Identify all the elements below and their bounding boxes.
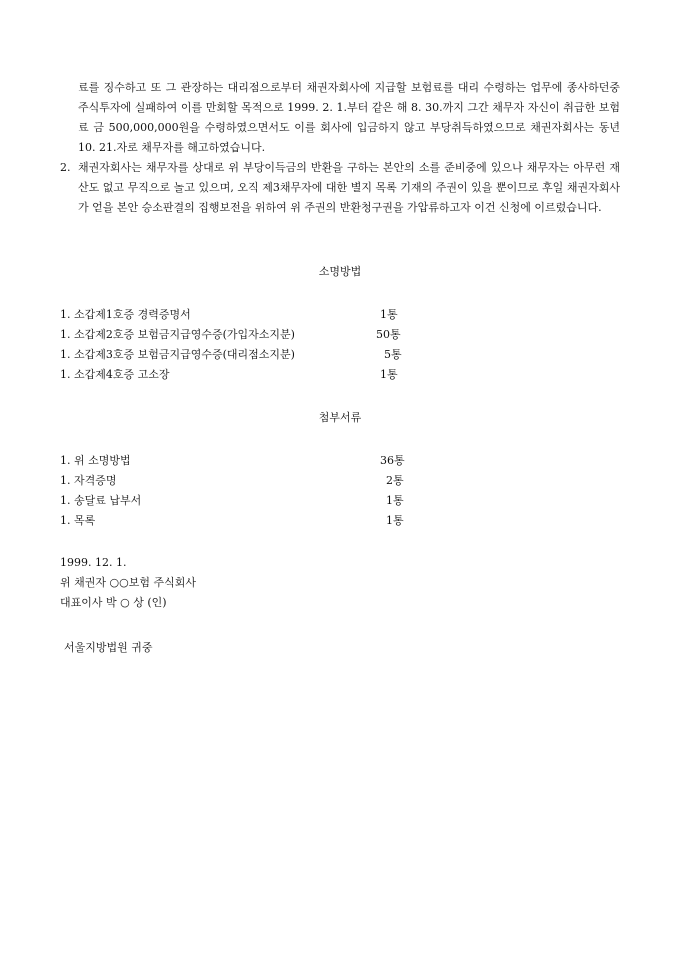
attachments-heading: 첨부서류 [318,411,362,424]
document-date: 1999. 12. 1. [60,556,127,569]
paragraph-2-text: 채권자회사는 채무자를 상대로 위 부당이득금의 반환을 구하는 본안의 소를 준비중에 있으나 채무자는 아무런 재산도 없고 무직으로 놀고 있으며, 오직 제3채무자에 대한 별지 목록 기재의 주권이 있을 뿐이므로 후일 채권자회사가 얻을 본안 승소판결의 집행보전을 위하여 위 주권의 반환청구권을 가압류하고자 이건 신청에 이르렀습니다. [78,161,620,214]
paragraph-2 [60,158,620,218]
attachment-item [60,451,420,471]
attachment-item-label: 1. 목록 [60,514,96,527]
court-addressee: 서울지방법원 귀중 [64,641,153,654]
representative-signature: 대표이사 박 ○ 상 (인) [60,596,167,609]
evidence-item [60,365,420,385]
attachment-item-label: 1. 자격증명 [60,474,117,487]
paragraph-2-number: 2. [60,161,71,174]
evidence-item [60,305,420,325]
evidence-item-label: 1. 소갑제1호증 경력증명서 [60,308,191,321]
evidence-item-label: 1. 소갑제3호증 보험금지급영수증(대리점소지분) [60,348,295,361]
attachment-item-count: 36통 [380,454,405,467]
evidence-item-count: 1통 [380,368,398,381]
evidence-item-label: 1. 소갑제2호증 보험금지급영수증(가입자소지분) [60,328,295,341]
evidence-item-count: 5통 [384,348,402,361]
attachment-item-label: 1. 송달료 납부서 [60,494,142,507]
attachment-item-count: 1통 [386,514,404,527]
evidence-item-count: 50통 [376,328,401,341]
evidence-item-label: 1. 소갑제4호증 고소장 [60,368,170,381]
creditor-name: 위 채권자 ○○보험 주식회사 [60,576,196,589]
paragraph-1 [60,78,620,158]
attachment-item [60,511,420,531]
evidence-list [60,305,420,385]
evidence-heading: 소명방법 [318,265,362,278]
attachments-list [60,451,420,531]
attachment-item-count: 1통 [386,494,404,507]
evidence-item [60,325,420,345]
evidence-item [60,345,420,365]
attachment-item [60,471,420,491]
attachment-item-label: 1. 위 소명방법 [60,454,131,467]
attachment-item-count: 2통 [386,474,404,487]
evidence-item-count: 1통 [380,308,398,321]
paragraph-1-text: 료를 징수하고 또 그 관장하는 대리점으로부터 채권자회사에 지급할 보험료를 대리 수령하는 업무에 종사하던중 주식투자에 실패하여 이를 만회할 목적으로 1999. 2. 1.부터 같은 해 8. 30.까지 그간 채무자 자신이 취급한 보험료 금 500,000,000원을 수령하였으면서도 이를 회사에 입금하지 않고 부당취득하였으므로 채권자회사는 동년 10. 21.자로 채무자를 해고하였습니다. [78,81,620,154]
attachment-item [60,491,420,511]
